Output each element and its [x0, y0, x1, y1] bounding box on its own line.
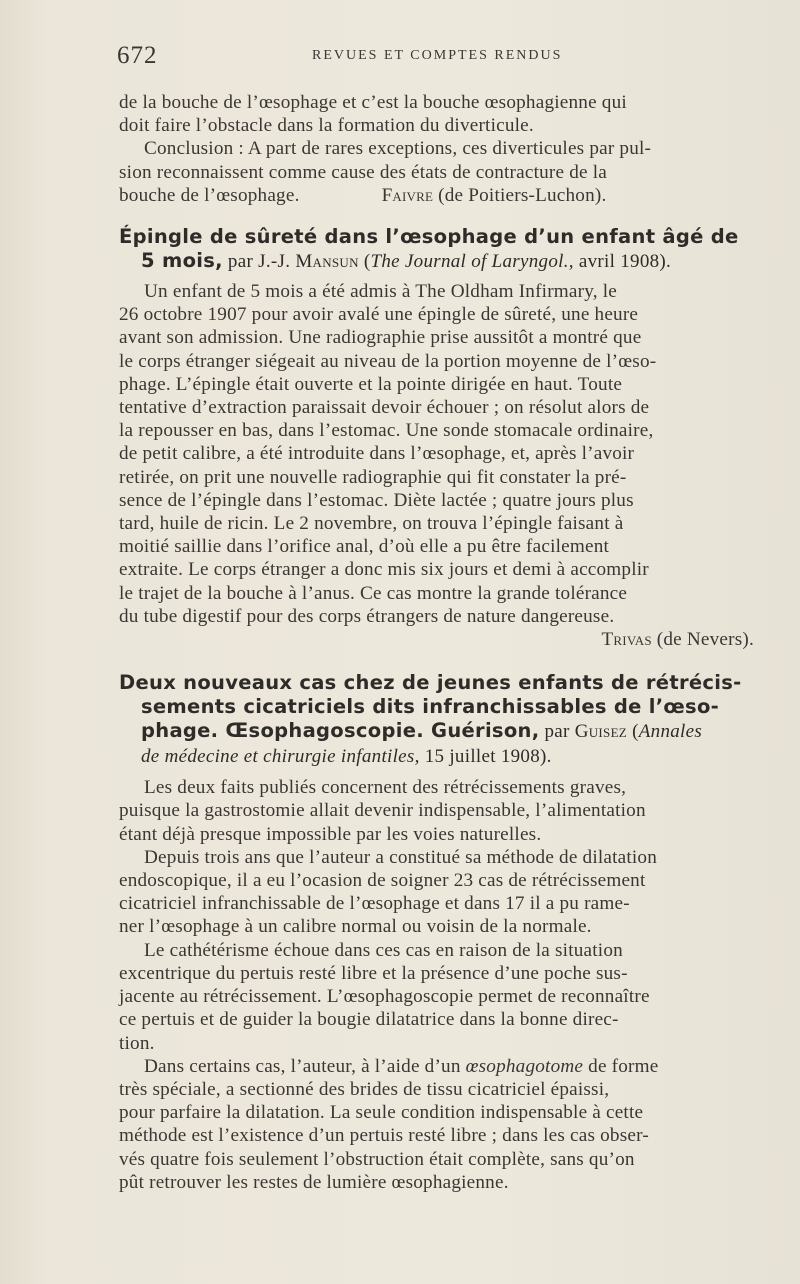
paragraph-oesophagotome: Dans certains cas, l’auteur, à l’aide d’un œsophagotome de forme très spéciale, a sectionné des brides de tissu cicatriciel épaissi, pour parfaire la dilatation. La seule condition indispensable à cette méthode est l’existence d’un pertuis resté libre ; dans les cas obser- vés quatre fois seulement l’obstruction était complète, sans qu’on pût retrouver les restes de lumière œsophagienne.: [119, 1055, 659, 1193]
text-column: [119, 91, 757, 1194]
signature-place: (de Poitiers-Luchon).: [433, 184, 607, 206]
running-title: REVUES ET COMPTES RENDUS: [312, 48, 563, 63]
paragraph-methode: Depuis trois ans que l’auteur a constitué sa méthode de dilatation endoscopique, il a eu l’ocasion de soigner 23 cas de rétrécissement cicatriciel infranchissable de l’œsophage et dans 17 il a pu rame- ner l’œsophage à un calibre normal ou voisin de la normale.: [119, 846, 658, 938]
article-reference: par Guisez (Annales de médecine et chirurgie infantiles, 15 juillet 1908).: [141, 721, 703, 768]
article-title-epingle: Épingle de sûreté dans l’œsophage d’un enfant âgé de 5 mois, par J.-J. Mansun (The Journal of Laryngol., avril 1908).: [119, 225, 739, 273]
article-body-epingle: Un enfant de 5 mois a été admis à The Oldham Infirmary, le 26 octobre 1907 pour avoir avalé une épingle de sûreté, une heure avant son admission. Une radiographie prise aussitôt a montré que le corps étranger siégeait au niveau de la portion moyenne de l’œso- phage. L’épingle était ouverte et la pointe dirigée en haut. Toute tentative d’extraction paraissait devoir échouer ; on résolut alors de la repousser en bas, dans l’estomac. Une sonde stomacale ordinaire, de petit calibre, a été introduite dans l’œsophage, et, après l’avoir retirée, on prit une nouvelle radiographie qui fit constater la pré- sence de l’épingle dans l’estomac. Diète lactée ; quatre jours plus tard, huile de ricin. Le 2 novembre, on trouva l’épingle faisant à moitié saillie dans l’orifice anal, d’où elle a pu être facilement extraite. Le corps étranger a donc mis six jours et demi à accomplir le trajet de la bouche à l’anus. Ce cas montre la grande tolérance du tube digestif pour des corps étrangers de nature dangereuse.: [119, 281, 657, 627]
paragraph-continuation: de la bouche de l’œsophage et c’est la bouche œsophagienne qui doit faire l’obstacle dans la formation du diverticule.: [119, 92, 627, 137]
page-number: 672: [117, 42, 158, 69]
article-signature-trivas: Trivas (de Nevers).: [601, 629, 754, 651]
signature-author: Faivre: [381, 184, 434, 206]
running-header: [0, 40, 800, 70]
paragraph-conclusion: Conclusion : A part de rares exceptions, ces diverticules par pul- sion reconnaissent comme cause des états de contracture de la bouche de l’œsophage. Faivre (de Poitiers-Luchon).: [119, 138, 652, 206]
article-reference: par J.-J. Mansun (The Journal of Laryngol., avril 1908).: [222, 251, 672, 273]
article-title-retrecissements: Deux nouveaux cas chez de jeunes enfants de rétrécis- sements cicatriciels dits infranchissables de l’œso- phage. Œsophagoscopie. Guérison, par Guisez (Annales de médecine et chirurgie infantiles, 15 juillet 1908).: [119, 671, 742, 768]
paragraph-faits: Les deux faits publiés concernent des rétrécissements graves, puisque la gastrostomie allait devenir indispensable, l’alimentation étant déjà presque impossible par les voies naturelles.: [119, 777, 646, 845]
paragraph-catheterisme: Le cathétérisme échoue dans ces cas en raison de la situation excentrique du pertuis resté libre et la présence d’une poche sus- jacente au rétrécissement. L’œsophagoscopie permet de reconnaître ce pertuis et de guider la bougie dilatatrice dans la bonne direc- tion.: [119, 939, 650, 1054]
